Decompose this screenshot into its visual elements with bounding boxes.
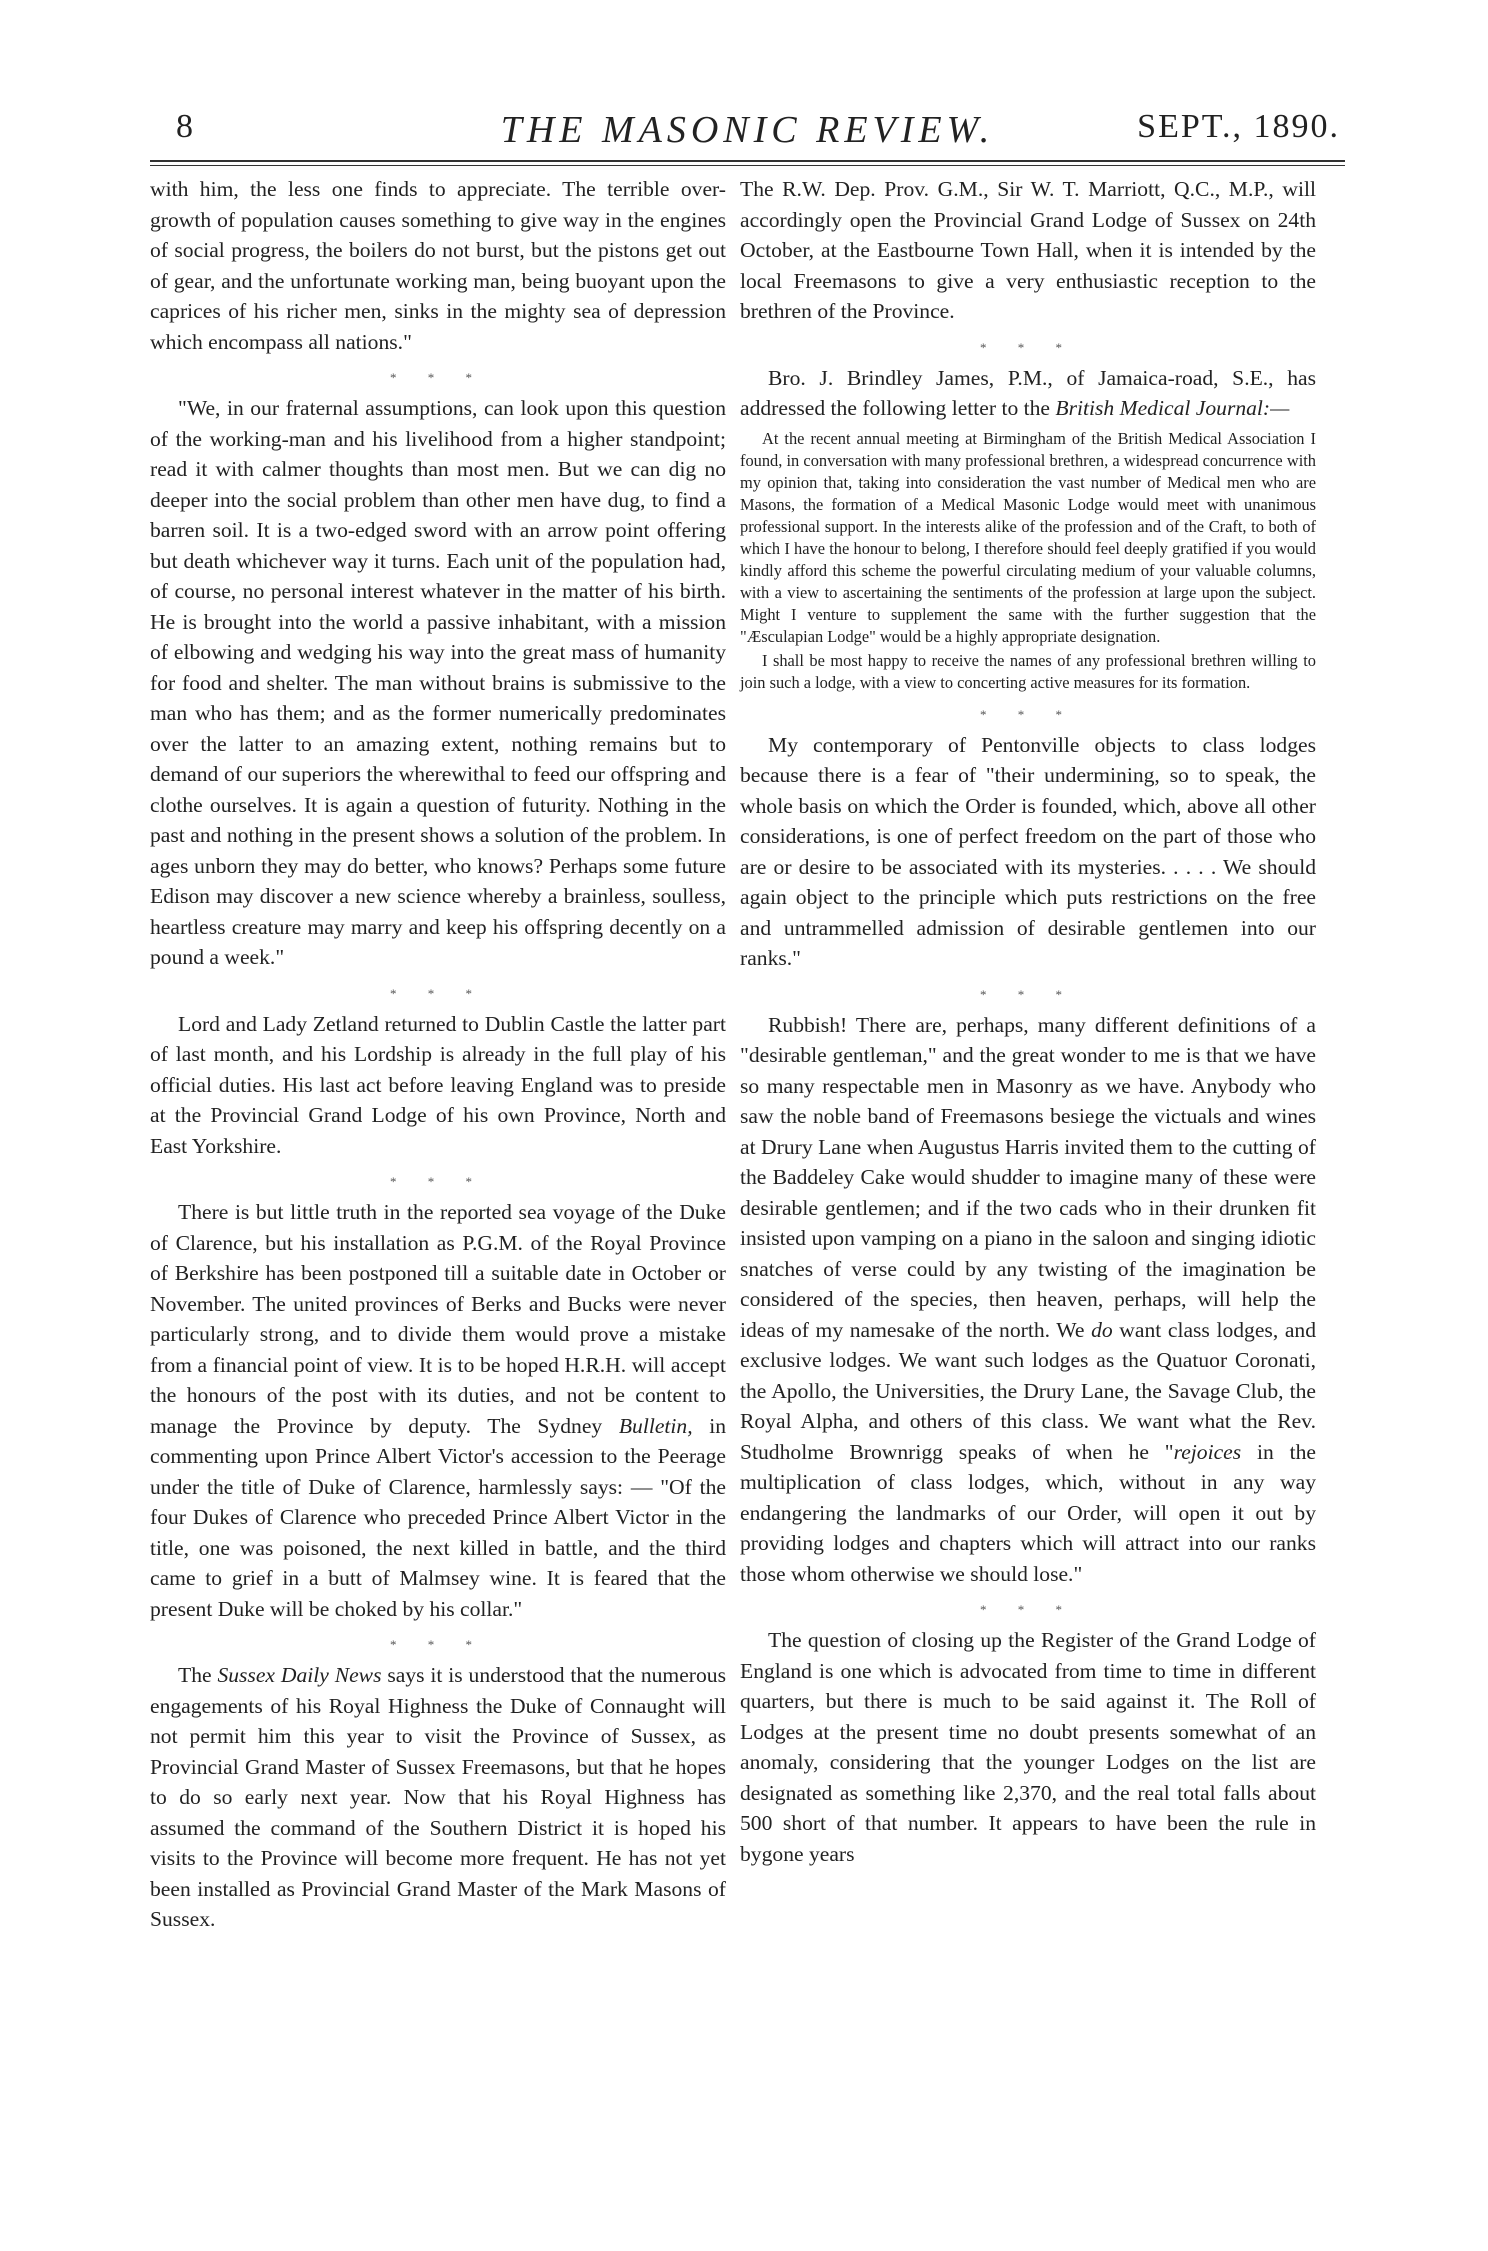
section-separator: * * * [390, 370, 486, 385]
section-separator: * * * [390, 1174, 486, 1189]
page-header [150, 108, 1345, 151]
publication-title: Sussex Daily News [217, 1663, 382, 1687]
paragraph: There is but little truth in the reported sea voyage of the Duke of Clarence, but his installation as P.G.M. of the Royal Province of Berkshire has been postponed till a suitable date in October or November. The united provinces of Berks and Bucks were never particularly strong, and to divide them would prove a mistake from a financial point of view. It is to be hoped H.R.H. will accept the honours of the post with its duties, and not be content to manage the Province by deputy. The Sydney Bulletin, in commenting upon Prince Albert Victor's accession to the Peerage under the title of Duke of Clarence, harmlessly says: — "Of the four Dukes of Clarence who preceded Prince Albert Victor in the title, one was poisoned, the next killed in battle, and the third came to grief in a butt of Malmsey wine. It is feared that the present Duke will be choked by his collar." [150, 1200, 726, 1621]
issue-date: SEPT., 1890. [1137, 108, 1340, 145]
section-separator: * * * [390, 985, 486, 1001]
paragraph: Rubbish! There are, perhaps, many different definitions of a "desirable gentleman," and the great wonder to me is that we have so many respectable men in Masonry as we have. Anybody who saw the noble band of Freemasons besiege the victuals and wines at Drury Lane when Augustus Harris invited them to the cutting of the Baddeley Cake would shudder to imagine many of these were desirable gentlemen; and if the two cads who in their drunken fit insisted upon vamping on a piano in the saloon and singing idiotic snatches of verse could by any twisting of the imagination be considered of the species, then heaven, perhaps, will help the ideas of my namesake of the north. We do want class lodges, and exclusive lodges. We want such lodges as the Quatuor Coronati, the Apollo, the Universities, the Drury Lane, the Savage Club, the Royal Alpha, and others of this class. We want what the Rev. Studholme Brownrigg speaks of when he "rejoices in the multiplication of class lodges, which, without in any way endangering the landmarks of our Order, will open it out by providing lodges and chapters which will attract into our ranks those whom otherwise we should lose." [740, 1012, 1316, 1586]
paragraph: The Sussex Daily News says it is understood that the numerous engagements of his Royal Highness the Duke of Connaught will not permit him this year to visit the Province of Sussex, as Provincial Grand Master of Sussex Freemasons, but that he hopes to do so early next year. Now that his Royal Highness has assumed the command of the Southern District it is hoped his visits to the Province will become more frequent. He has not yet been installed as Provincial Grand Master of the Mark Masons of Sussex. [150, 1663, 726, 1931]
letter-paragraph: At the recent annual meeting at Birmingham of the British Medical Association I found, in conversation with many professional brethren, a widespread concurrence with my opinion that, taking into consideration the vast number of Medical men who are Masons, the formation of a Medical Masonic Lodge would meet with unanimous professional support. In the interests alike of the profession and of the Craft, to both of which I have the honour to belong, I therefore should feel deeply gratified if you would kindly afford this scheme the powerful circulating medium of your valuable columns, with a view to ascertaining the sentiments of the profession at large upon the subject. Might I venture to supplement the same with the further suggestion that the "Æsculapian Lodge" would be a highly appropriate designation. [740, 428, 1316, 646]
right-column [740, 174, 1316, 1873]
paragraph: My contemporary of Pentonville objects to class lodges because there is a fear of "their undermining, so to speak, the whole basis on which the Order is founded, which, above all other considerations, is one of perfect freedom on the part of those who are or desire to be associated with its mysteries. . . . . We should again object to the principle which puts restrictions on the free and untrammelled admission of desirable gentlemen into our ranks." [740, 732, 1316, 970]
paragraph: with him, the less one finds to appreciate. The terrible over-growth of population causes something to give way in the engines of social progress, the boilers do not burst, but the pistons get out of gear, and the unfortunate working man, being buoyant upon the caprices of his richer men, sinks in the mighty sea of depression which encompass all nations." [150, 177, 726, 354]
section-separator: * * * [980, 339, 1076, 355]
quoted-letter [740, 428, 1316, 694]
paragraph: Lord and Lady Zetland returned to Dublin Castle the latter part of last month, and his Lordship is already in the full play of his official duties. His last act before leaving England was to preside at the Provincial Grand Lodge of his own Province, North and East Yorkshire. [150, 1011, 726, 1158]
paragraph: The question of closing up the Register of the Grand Lodge of England is one which is advocated from time to time in different quarters, but there is much to be said against it. The Roll of Lodges at the present time no doubt presents somewhat of an anomaly, considering that the younger Lodges on the list are designated as something like 2,370, and the real total falls about 500 short of that number. It appears to have been the rule in bygone years [740, 1628, 1316, 1866]
publication-title: British Medical Journal:— [1055, 396, 1290, 420]
paragraph: The R.W. Dep. Prov. G.M., Sir W. T. Marriott, Q.C., M.P., will accordingly open the Provincial Grand Lodge of Sussex on 24th October, at the Eastbourne Town Hall, when it is intended by the local Freemasons to give a very enthusiastic reception to the brethren of the Province. [740, 177, 1316, 323]
publication-title: Bulletin, [618, 1413, 693, 1438]
paragraph: "We, in our fraternal assumptions, can look upon this question of the working-man and his livelihood from a higher standpoint; read it with calmer thoughts than most men. But we can dig no deeper into the social problem than other men have dug, to find a barren soil. It is a two-edged sword with an arrow point offering but death whichever way it turns. Each unit of the population had, of course, no personal interest whatever in the matter of his birth. He is brought into the world a passive inhabitant, with a mission of elbowing and wedging his way into the great mass of humanity for food and shelter. The man without brains is submissive to the man who has them; and as the former numerically predominates over the latter to an amazing extent, nothing remains but to demand of our superiors the wherewithal to feed our offspring and clothe ourselves. It is again a question of futurity. Nothing in the past and nothing in the present shows a solution of the problem. In ages unborn they may do better, who knows? Perhaps some future Edison may discover a new science whereby a brainless, soulless, heartless creature may marry and keep his offspring decently on a pound a week." [150, 396, 726, 969]
section-separator: * * * [980, 1602, 1076, 1617]
paragraph: Bro. J. Brindley James, P.M., of Jamaica-road, S.E., has addressed the following letter to the British Medical Journal:— [740, 365, 1316, 420]
section-separator: * * * [980, 706, 1076, 722]
section-separator: * * * [390, 1637, 486, 1652]
letter-paragraph: I shall be most happy to receive the names of any professional brethren willing to join such a lodge, with a view to concerting active measures for its formation. [740, 650, 1316, 692]
section-separator: * * * [980, 986, 1076, 1002]
page-number: 8 [176, 108, 193, 145]
header-rule [150, 160, 1345, 162]
header-rule-thin [150, 165, 1345, 166]
left-column [150, 174, 726, 1939]
journal-title: THE MASONIC REVIEW. [500, 109, 995, 151]
